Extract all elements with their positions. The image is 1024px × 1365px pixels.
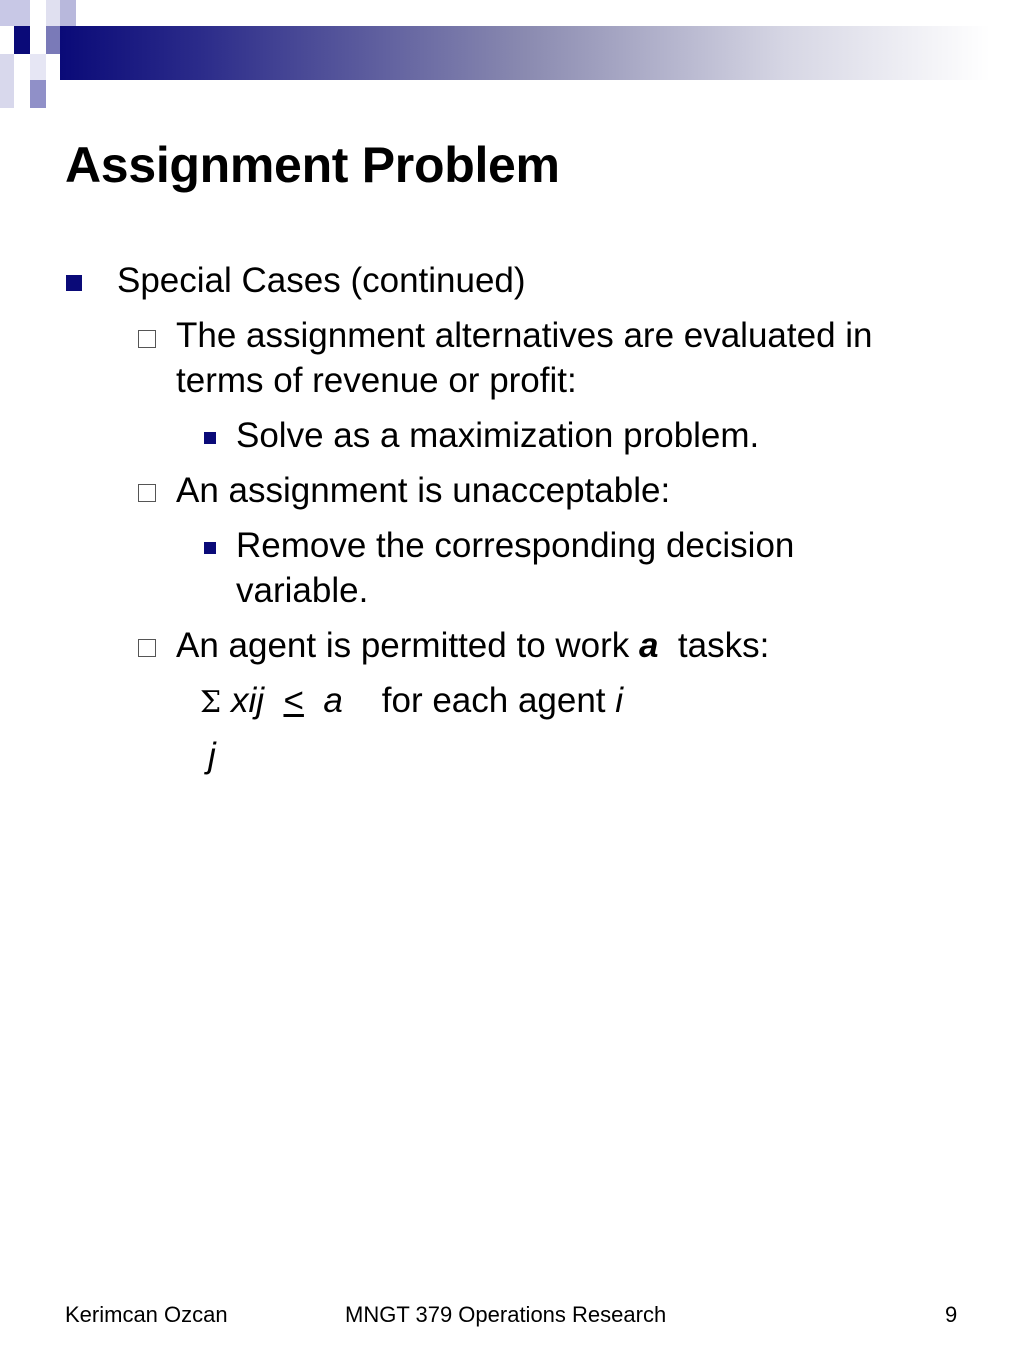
hollow-square-bullet-icon [138, 330, 156, 348]
sigma-symbol: Σ [200, 685, 222, 720]
bullet-agent-tasks [176, 624, 769, 668]
header-square [30, 54, 46, 80]
agent-tasks-prefix: An agent is permitted to work [176, 626, 639, 665]
constraint-formula [200, 679, 623, 725]
formula-term: xij [230, 681, 265, 720]
bullet-remove-variable-line1: Remove the corresponding decision [236, 526, 795, 565]
sum-index: j [208, 736, 216, 775]
filled-square-bullet-icon [66, 275, 82, 291]
bullet-revenue-line1: The assignment alternatives are evaluated in [176, 316, 873, 355]
header-square [30, 26, 46, 54]
header-square [30, 80, 46, 108]
header-square [14, 26, 30, 54]
bullet-unacceptable: An assignment is unacceptable: [176, 471, 671, 510]
bullet-remove-variable-line2: variable. [236, 571, 369, 610]
formula-relation: < [283, 681, 304, 720]
footer-page-number: 9 [945, 1302, 958, 1327]
formula-bound: a [323, 681, 343, 720]
header-square [60, 0, 76, 26]
hollow-square-bullet-icon [138, 484, 156, 502]
agent-tasks-variable: a [639, 626, 659, 665]
header-square [0, 54, 14, 108]
footer-author: Kerimcan Ozcan [65, 1302, 228, 1327]
formula-text: for each agent [381, 681, 616, 720]
header-square [46, 26, 60, 54]
filled-square-bullet-icon [204, 542, 216, 554]
slide-title: Assignment Problem [65, 137, 560, 193]
header-square [0, 0, 30, 26]
filled-square-bullet-icon [204, 432, 216, 444]
bullet-special-cases: Special Cases (continued) [117, 261, 526, 300]
footer-course: MNGT 379 Operations Research [345, 1302, 667, 1327]
header-gradient-bar [60, 26, 990, 80]
bullet-revenue-line2: terms of revenue or profit: [176, 361, 577, 400]
hollow-square-bullet-icon [138, 639, 156, 657]
bullet-maximization: Solve as a maximization problem. [236, 416, 760, 455]
agent-tasks-suffix: tasks: [658, 626, 770, 665]
formula-index: i [615, 681, 624, 720]
